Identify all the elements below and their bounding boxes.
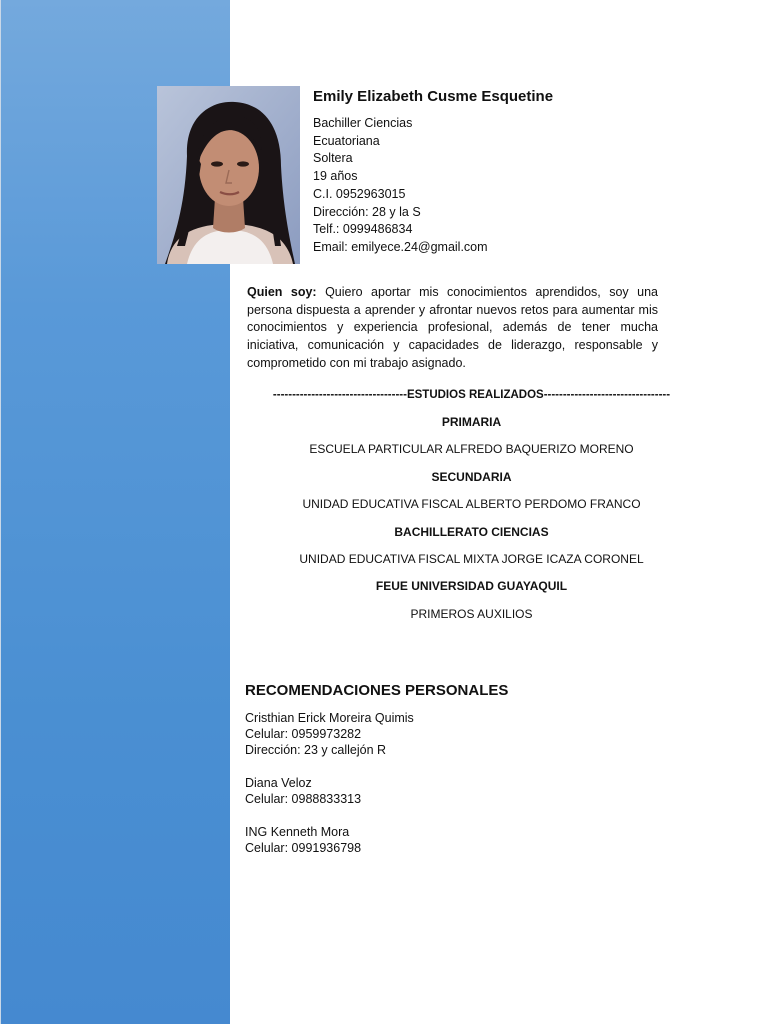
study-item: PRIMEROS AUXILIOS xyxy=(410,606,533,621)
personal-info xyxy=(313,115,488,257)
reference-name: Diana Veloz xyxy=(245,776,312,790)
recommendation-3 xyxy=(245,824,361,856)
about-me xyxy=(247,284,658,373)
studies-section xyxy=(244,386,699,632)
reference-phone: Celular: 0991936798 xyxy=(245,841,362,855)
about-label: Quien soy: xyxy=(247,285,317,299)
portrait-image xyxy=(157,86,300,264)
id-number: C.I. 0952963015 xyxy=(313,186,406,201)
study-item: PRIMARIA xyxy=(441,415,502,429)
nationality: Ecuatoriana xyxy=(313,133,380,148)
degree-title: Bachiller Ciencias xyxy=(313,116,413,130)
reference-name: ING Kenneth Mora xyxy=(245,825,350,839)
about-text: Quiero aportar mis conocimientos aprendidos, soy una persona dispuesta a aprender y afrontar nuevos retos para aumentar mis conocimientos y experiencia profesional, además de tener mucha iniciativa, comunicación y capacidades de liderazgo, responsable y comprometido con mi trabajo asignado. xyxy=(247,285,658,370)
age: 19 años xyxy=(313,169,358,184)
phone: Telf.: 0999486834 xyxy=(313,222,413,237)
address: Dirección: 28 y la S xyxy=(313,204,421,219)
study-item: SECUNDARIA xyxy=(431,469,512,484)
recommendation-1 xyxy=(245,710,414,758)
reference-phone: Celular: 0988833313 xyxy=(245,792,362,806)
full-name: Emily Elizabeth Cusme Esquetine xyxy=(313,88,554,105)
marital-status: Soltera xyxy=(313,151,353,166)
reference-address: Dirección: 23 y callejón R xyxy=(245,743,387,757)
study-item: BACHILLERATO CIENCIAS xyxy=(394,524,549,539)
recommendations-title: RECOMENDACIONES PERSONALES xyxy=(245,682,509,699)
reference-name: Cristhian Erick Moreira Quimis xyxy=(245,711,414,725)
study-item: UNIDAD EDUCATIVA FISCAL ALBERTO PERDOMO FRANCO xyxy=(302,497,641,512)
study-item: ESCUELA PARTICULAR ALFREDO BAQUERIZO MORENO xyxy=(309,442,634,457)
recommendation-2 xyxy=(245,775,361,807)
studies-heading: -----------------------------------ESTUDIOS REALIZADOS--------------------------------- xyxy=(272,389,671,401)
email: Email: emilyece.24@gmail.com xyxy=(313,239,488,254)
study-item: UNIDAD EDUCATIVA FISCAL MIXTA JORGE ICAZA CORONEL xyxy=(299,551,644,566)
profile-photo xyxy=(157,86,300,264)
study-item: FEUE UNIVERSIDAD GUAYAQUIL xyxy=(375,579,568,594)
reference-phone: Celular: 0959973282 xyxy=(245,727,362,741)
